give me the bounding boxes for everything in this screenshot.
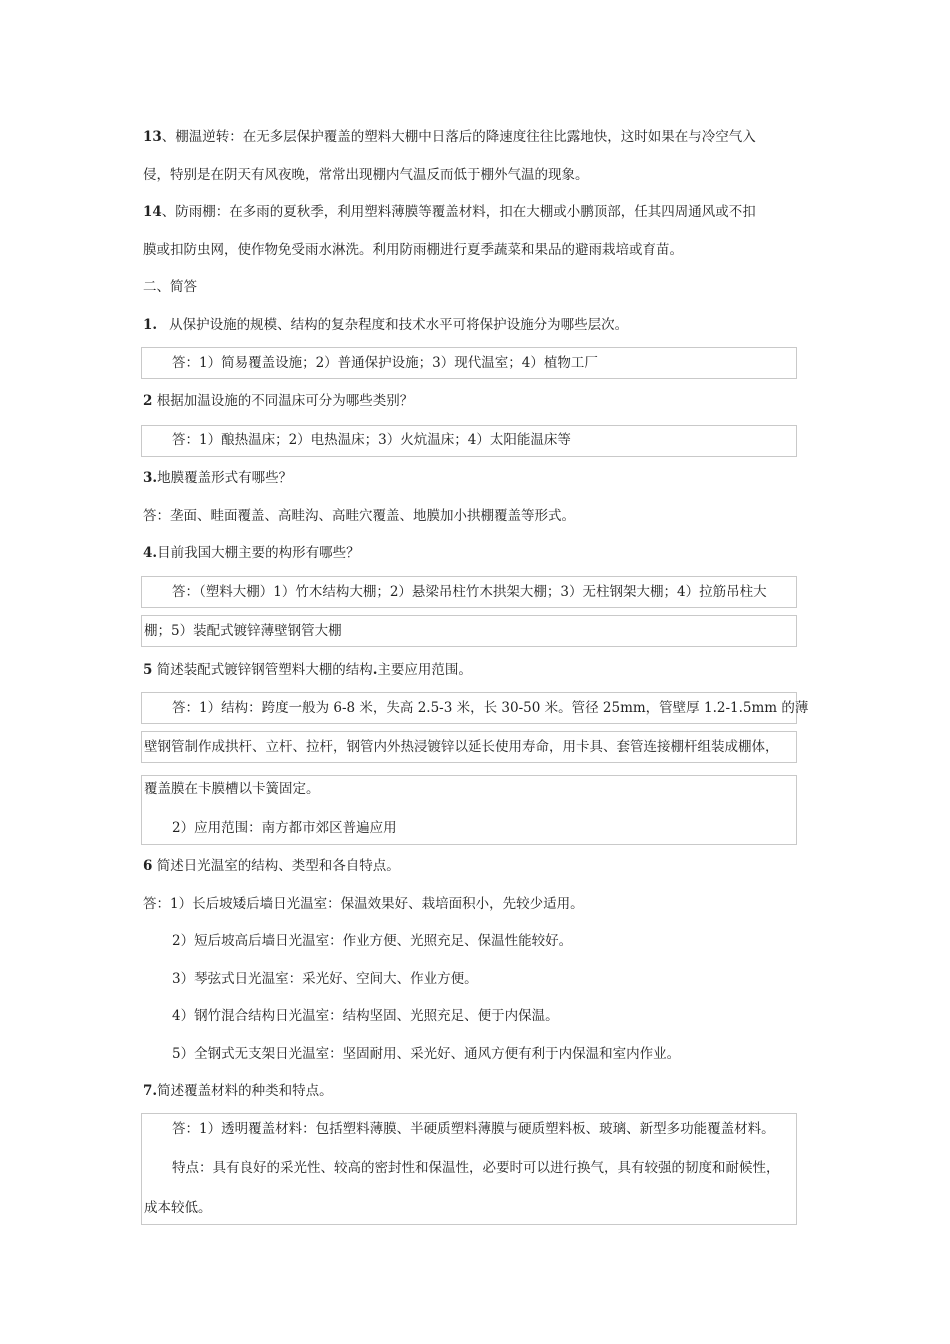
answer-5-box-3 (141, 775, 797, 845)
term-14-line-1: 14、防雨棚：在多雨的夏秋季，利用塑料薄膜等覆盖材料，扣在大棚或小鹏顶部，任其四周通风或不扣 (143, 204, 756, 220)
term-14-line-2: 膜或扣防虫网，使作物免受雨水淋洗。利用防雨棚进行夏季蔬菜和果品的避雨栽培或育苗。 (143, 242, 683, 258)
question-3-number: 3. (143, 470, 158, 486)
question-4-number: 4. (143, 545, 158, 561)
answer-2-box (141, 425, 797, 457)
answer-7-line-3: 成本较低。 (144, 1200, 212, 1216)
term-13-line-1: 13、棚温逆转：在无多层保护覆盖的塑料大棚中日落后的降速度往往比露地快，这时如果在与冷空气入 (143, 129, 756, 145)
answer-4-line-1: 答：（塑料大棚）1）竹木结构大棚；2）悬梁吊柱竹木拱架大棚；3）无柱钢架大棚；4）拉筋吊柱大 (172, 584, 767, 600)
question-6-number: 6 (143, 858, 153, 874)
question-7-number: 7. (143, 1083, 158, 1099)
answer-6-line-5: 5）全钢式无支架日光温室：坚固耐用、采光好、通风方便有利于内保温和室内作业。 (172, 1046, 681, 1062)
section-title: 二、简答 (143, 279, 197, 295)
answer-6-line-4: 4）钢竹混合结构日光温室：结构坚固、光照充足、便于内保温。 (172, 1008, 559, 1024)
answer-5-line-2: 壁钢管制作成拱杆、立杆、拉杆，钢管内外热浸镀锌以延长使用寿命，用卡具、套管连接棚杆组装成棚体， (144, 739, 779, 755)
question-7: 7.简述覆盖材料的种类和特点。 (143, 1083, 333, 1099)
answer-4-box-2 (141, 615, 797, 647)
answer-5-line-3: 覆盖膜在卡膜槽以卡簧固定。 (144, 781, 320, 797)
answer-6-line-1: 答：1）长后坡矮后墙日光温室：保温效果好、栽培面积小，先较少适用。 (143, 896, 584, 912)
answer-7-line-2: 特点：具有良好的采光性、较高的密封性和保温性，必要时可以进行换气，具有较强的韧度和耐候性， (172, 1160, 780, 1176)
answer-1-box (141, 347, 797, 379)
answer-1: 答：1）简易覆盖设施；2）普通保护设施；3）现代温室；4）植物工厂 (172, 355, 598, 371)
term-13-number: 13 (143, 129, 162, 145)
answer-4-line-2: 棚；5）装配式镀锌薄壁钢管大棚 (144, 623, 342, 639)
answer-5-box-1 (141, 692, 809, 724)
answer-2: 答：1）酿热温床；2）电热温床；3）火炕温床；4）太阳能温床等 (172, 432, 571, 448)
question-5: 5 简述装配式镀锌钢管塑料大棚的结构.主要应用范围。 (143, 662, 472, 678)
term-13-line-2: 侵，特别是在阴天有风夜晚，常常出现棚内气温反而低于棚外气温的现象。 (143, 167, 589, 183)
answer-6-line-2: 2）短后坡高后墙日光温室：作业方便、光照充足、保温性能较好。 (172, 933, 573, 949)
answer-7-box (141, 1113, 797, 1225)
question-1: 1. 从保护设施的规模、结构的复杂程度和技术水平可将保护设施分为哪些层次。 (143, 317, 629, 333)
answer-6-line-3: 3）琴弦式日光温室：采光好、空间大、作业方便。 (172, 971, 478, 987)
question-3: 3.地膜覆盖形式有哪些？ (143, 470, 293, 486)
answer-4-box-1 (141, 576, 797, 608)
question-4: 4.目前我国大棚主要的构形有哪些？ (143, 545, 360, 561)
answer-5-line-1: 答：1）结构：跨度一般为 6-8 米，失高 2.5-3 米，长 30-50 米。管径 25mm，管壁厚 1.2-1.5mm 的薄 (172, 700, 809, 716)
answer-5-line-4: 2）应用范围：南方都市郊区普遍应用 (172, 820, 397, 836)
question-2-number: 2 (143, 393, 153, 409)
answer-5-box-2 (141, 731, 797, 763)
answer-7-line-1: 答：1）透明覆盖材料：包括塑料薄膜、半硬质塑料薄膜与硬质塑料板、玻璃、新型多功能覆盖材料。 (172, 1121, 775, 1137)
answer-3: 答：垄面、畦面覆盖、高畦沟、高畦穴覆盖、地膜加小拱棚覆盖等形式。 (143, 508, 575, 524)
question-1-number: 1. (143, 317, 158, 333)
question-2: 2 根据加温设施的不同温床可分为哪些类别？ (143, 393, 414, 409)
term-14-number: 14 (143, 204, 162, 220)
question-6: 6 简述日光温室的结构、类型和各自特点。 (143, 858, 400, 874)
question-5-number: 5 (143, 662, 153, 678)
